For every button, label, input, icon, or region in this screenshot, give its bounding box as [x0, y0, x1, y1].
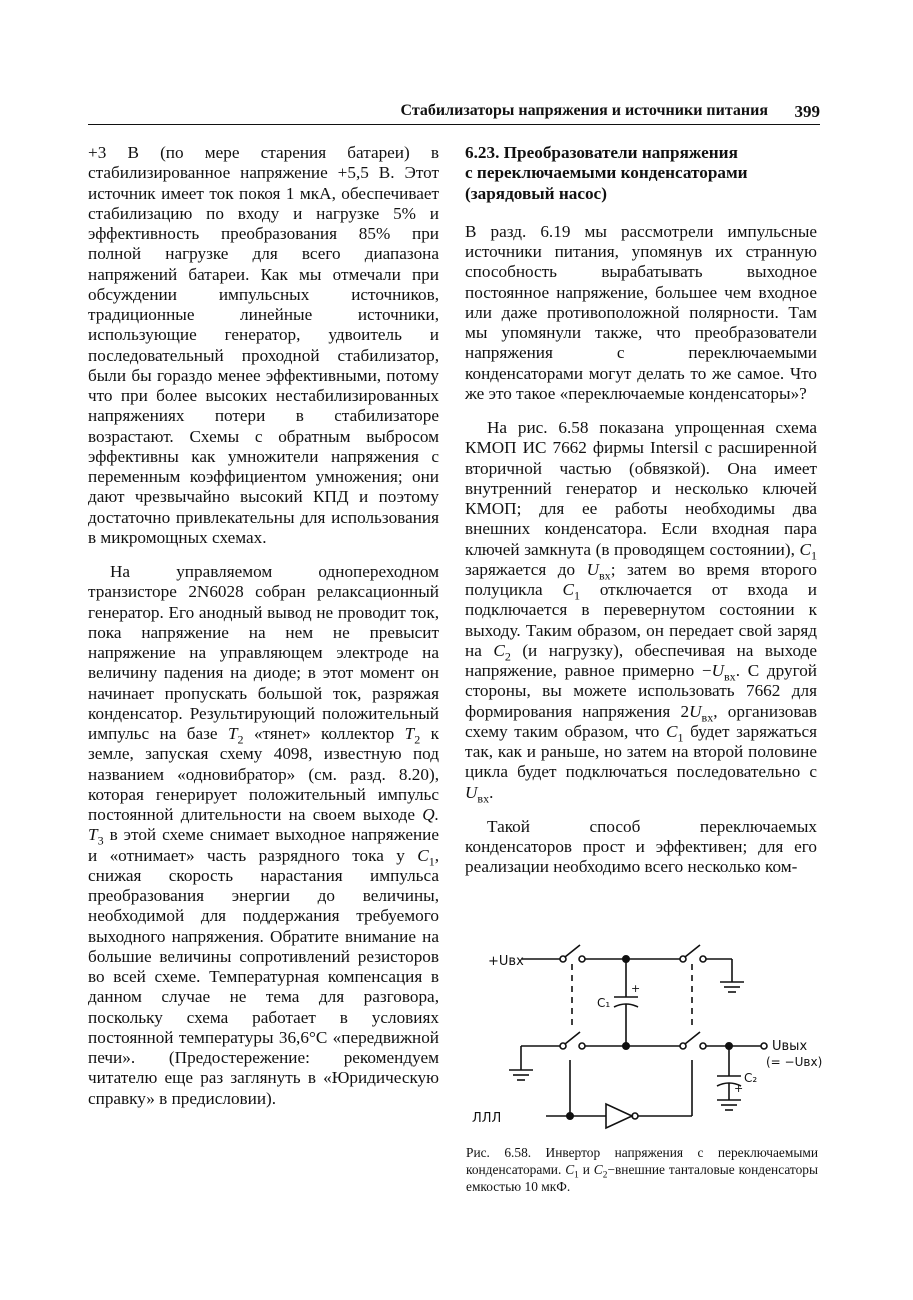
running-header [88, 100, 820, 125]
switch-contact [579, 956, 585, 962]
right-paragraph-2 [465, 418, 817, 803]
c2-label: C₂ [744, 1071, 758, 1085]
switch-blade [565, 945, 580, 957]
symbol-sub: 2 [602, 1170, 608, 1181]
symbol-sub: 3 [97, 833, 104, 848]
symbol-sub: 1 [810, 547, 817, 562]
switch-blade [685, 1032, 700, 1044]
symbol-sub: 2 [504, 649, 511, 664]
symbol-sub: вх [701, 709, 714, 724]
symbol-u: U [711, 661, 724, 680]
section-title-line: 6.23. Преобразователи напряжения [465, 143, 738, 162]
text-run: , организовав схему таким образом, что [465, 701, 817, 741]
symbol-sub: вх [599, 568, 611, 583]
symbol-q: Q. [422, 805, 439, 824]
text-run: Рис. 6.58. Инвертор напряжения с переключаемыми конденсаторами. [466, 1145, 818, 1177]
text-run: , снижая скорость нарастания импульса преобразования энергии до величины, необходимой для поддержания требуемого выходного напряжения. Обратите внимание на большие величины сопротивлений резисторов во всей схеме. Температурная компенсация в данном случае не тема для разговора, поскольку схема работает в условиях постоянной температуры 36,6°С «передвижной печи». (Предостережение: рекомендуем читателю еще раз заглянуть в «Юридическую справку» в предисловии). [88, 845, 439, 1108]
switch-contact [700, 1043, 706, 1049]
right-paragraph-1: В разд. 6.19 мы рассмотрели импульсные источники питания, упомянув их странную способность вырабатывать выходное постоянное напряжение, большее чем входное или даже противоположной полярности. Там мы упомянули также, что преобразователи напряжения с переключаемыми конденсаторами могут делать то же самое. Что же это такое «переключаемые конденсаторы»? [465, 221, 817, 403]
right-column [465, 143, 817, 892]
output-label: Uвых [772, 1039, 808, 1054]
left-paragraph-2 [88, 562, 439, 1109]
plus-label: + [734, 1082, 744, 1095]
switch-blade [565, 1032, 580, 1044]
c1-label: C₁ [597, 996, 611, 1010]
text-run: . С другой стороны, вы можете использовать 7662 для формирования напряжения 2 [465, 661, 818, 721]
text-run: и [578, 1162, 594, 1177]
circuit-diagram [466, 930, 822, 1145]
section-title [465, 143, 817, 204]
text-run: отключается от входа и подключается в перевернутом состоянии к выходу. Таким образом, он передает свой заряд на [465, 580, 817, 660]
header-title: Стабилизаторы напряжения и источники питания [400, 102, 768, 119]
output-terminal [761, 1043, 767, 1049]
symbol-sub: вх [724, 669, 736, 684]
text-run: (и нагрузку), обеспечивая на выходе напряжение, равное примерно − [465, 640, 817, 680]
symbol-c: C [562, 580, 574, 599]
text-run: в этой схеме снимает выходное напряжение и «отнимает» часть разрядного тока у [88, 825, 439, 865]
node-dot [623, 1043, 629, 1049]
figure-caption [466, 1144, 818, 1195]
symbol-u: U [689, 701, 702, 721]
clock-symbol: ЛЛЛ [472, 1111, 502, 1126]
text-run: ; затем во время второго полуцикла [465, 559, 817, 599]
symbol-t: T [227, 724, 238, 743]
input-label: +Uвх [488, 954, 524, 969]
symbol-sub: 2 [414, 732, 421, 747]
symbol-c: C [799, 539, 811, 559]
symbol-sub: 2 [237, 732, 244, 747]
right-paragraph-3: Такой способ переключаемых конденсаторов прост и эффективен; для его реализации необходимо всего несколько ком- [465, 816, 817, 877]
switch-contact [579, 1043, 585, 1049]
symbol-sub: 1 [573, 588, 580, 603]
symbol-u: U [465, 782, 478, 802]
circuit-figure [466, 930, 822, 1145]
left-column [88, 143, 439, 1123]
section-title-line: (зарядовый насос) [465, 183, 607, 203]
text-run: будет заряжаться так, как и раньше, но затем на второй половине цикла будет подключаться последовательно с [465, 721, 817, 782]
text-run: «тянет» коллектор [243, 724, 405, 743]
text-run: −внешние танталовые конденсаторы емкостью 10 мкФ. [466, 1162, 818, 1194]
symbol-c: C [565, 1162, 575, 1177]
inverter-symbol [606, 1104, 632, 1128]
symbol-sub: 1 [428, 853, 435, 868]
text-run: заряжается до [465, 559, 587, 579]
text-run: к земле, запуская схему 4098, известную под названием «одновибратор» (см. разд. 8.20), которая генерирует положительный импульс постоянной длительности на своем выходе [88, 724, 439, 824]
symbol-t: T [88, 825, 98, 845]
switch-blade [685, 945, 700, 957]
left-paragraph-1: +3 В (по мере старения батареи) в стабилизированное напряжение +5,5 В. Этот источник имеет ток покоя 1 мкА, обеспечивает стабилизацию по входу и нагрузке 5% и эффективность преобразования 85% при полной нагрузке для всего диапазона напряжений батареи. Как мы отмечали при обсуждении импульсных источников, традиционные линейные источники, использующие генератор, удвоитель и последовательный проходной стабилизатор, были бы гораздо менее эффективными, потому что при более высоких нестабилизированных напряжениях потери в стабилизаторе возрастают. Схемы с обратным выбросом эффективны как умножители напряжения с переменным коэффициентом умножения; они дают чрезвычайно высокий КПД и поэтому достаточно привлекательны для использования в микромощных схемах. [88, 143, 439, 547]
symbol-c: C [593, 1162, 603, 1177]
switch-contact [700, 956, 706, 962]
page-number: 399 [794, 102, 820, 121]
symbol-c: C [666, 721, 678, 741]
output-equation: (= −Uвх) [766, 1055, 822, 1069]
text-run: На рис. 6.58 показана упрощенная схема КМОП ИС 7662 фирмы Intersil с расширенной вторичной частью (обвязкой). Она имеет внутренний генератор и несколько ключей КМОП; для ее работы необходимы два внешних конденсатора. Если входная пара ключей замкнута (в проводящем состоянии), [465, 418, 817, 559]
symbol-sub: 1 [574, 1170, 579, 1181]
text-run: На управляемом однопереходном транзисторе 2N6028 собран релаксационный генератор. Его анодный вывод не проводит ток, пока напряжение на нем не превысит напряжение на управляющем электроде на величину падения на диоде; в этот момент он начинает пропускать большой ток, разряжая конденсатор. Результирующий положительный импульс на базе [88, 562, 439, 743]
text-run: . [489, 782, 494, 802]
symbol-sub: 1 [677, 730, 684, 745]
plus-label: + [631, 982, 641, 995]
symbol-u: U [586, 559, 599, 579]
symbol-c: C [417, 845, 429, 865]
symbol-sub: вх [477, 790, 490, 805]
symbol-c: C [493, 640, 505, 660]
symbol-t: T [404, 724, 415, 743]
section-title-line: с переключаемыми конденсаторами [465, 163, 748, 183]
